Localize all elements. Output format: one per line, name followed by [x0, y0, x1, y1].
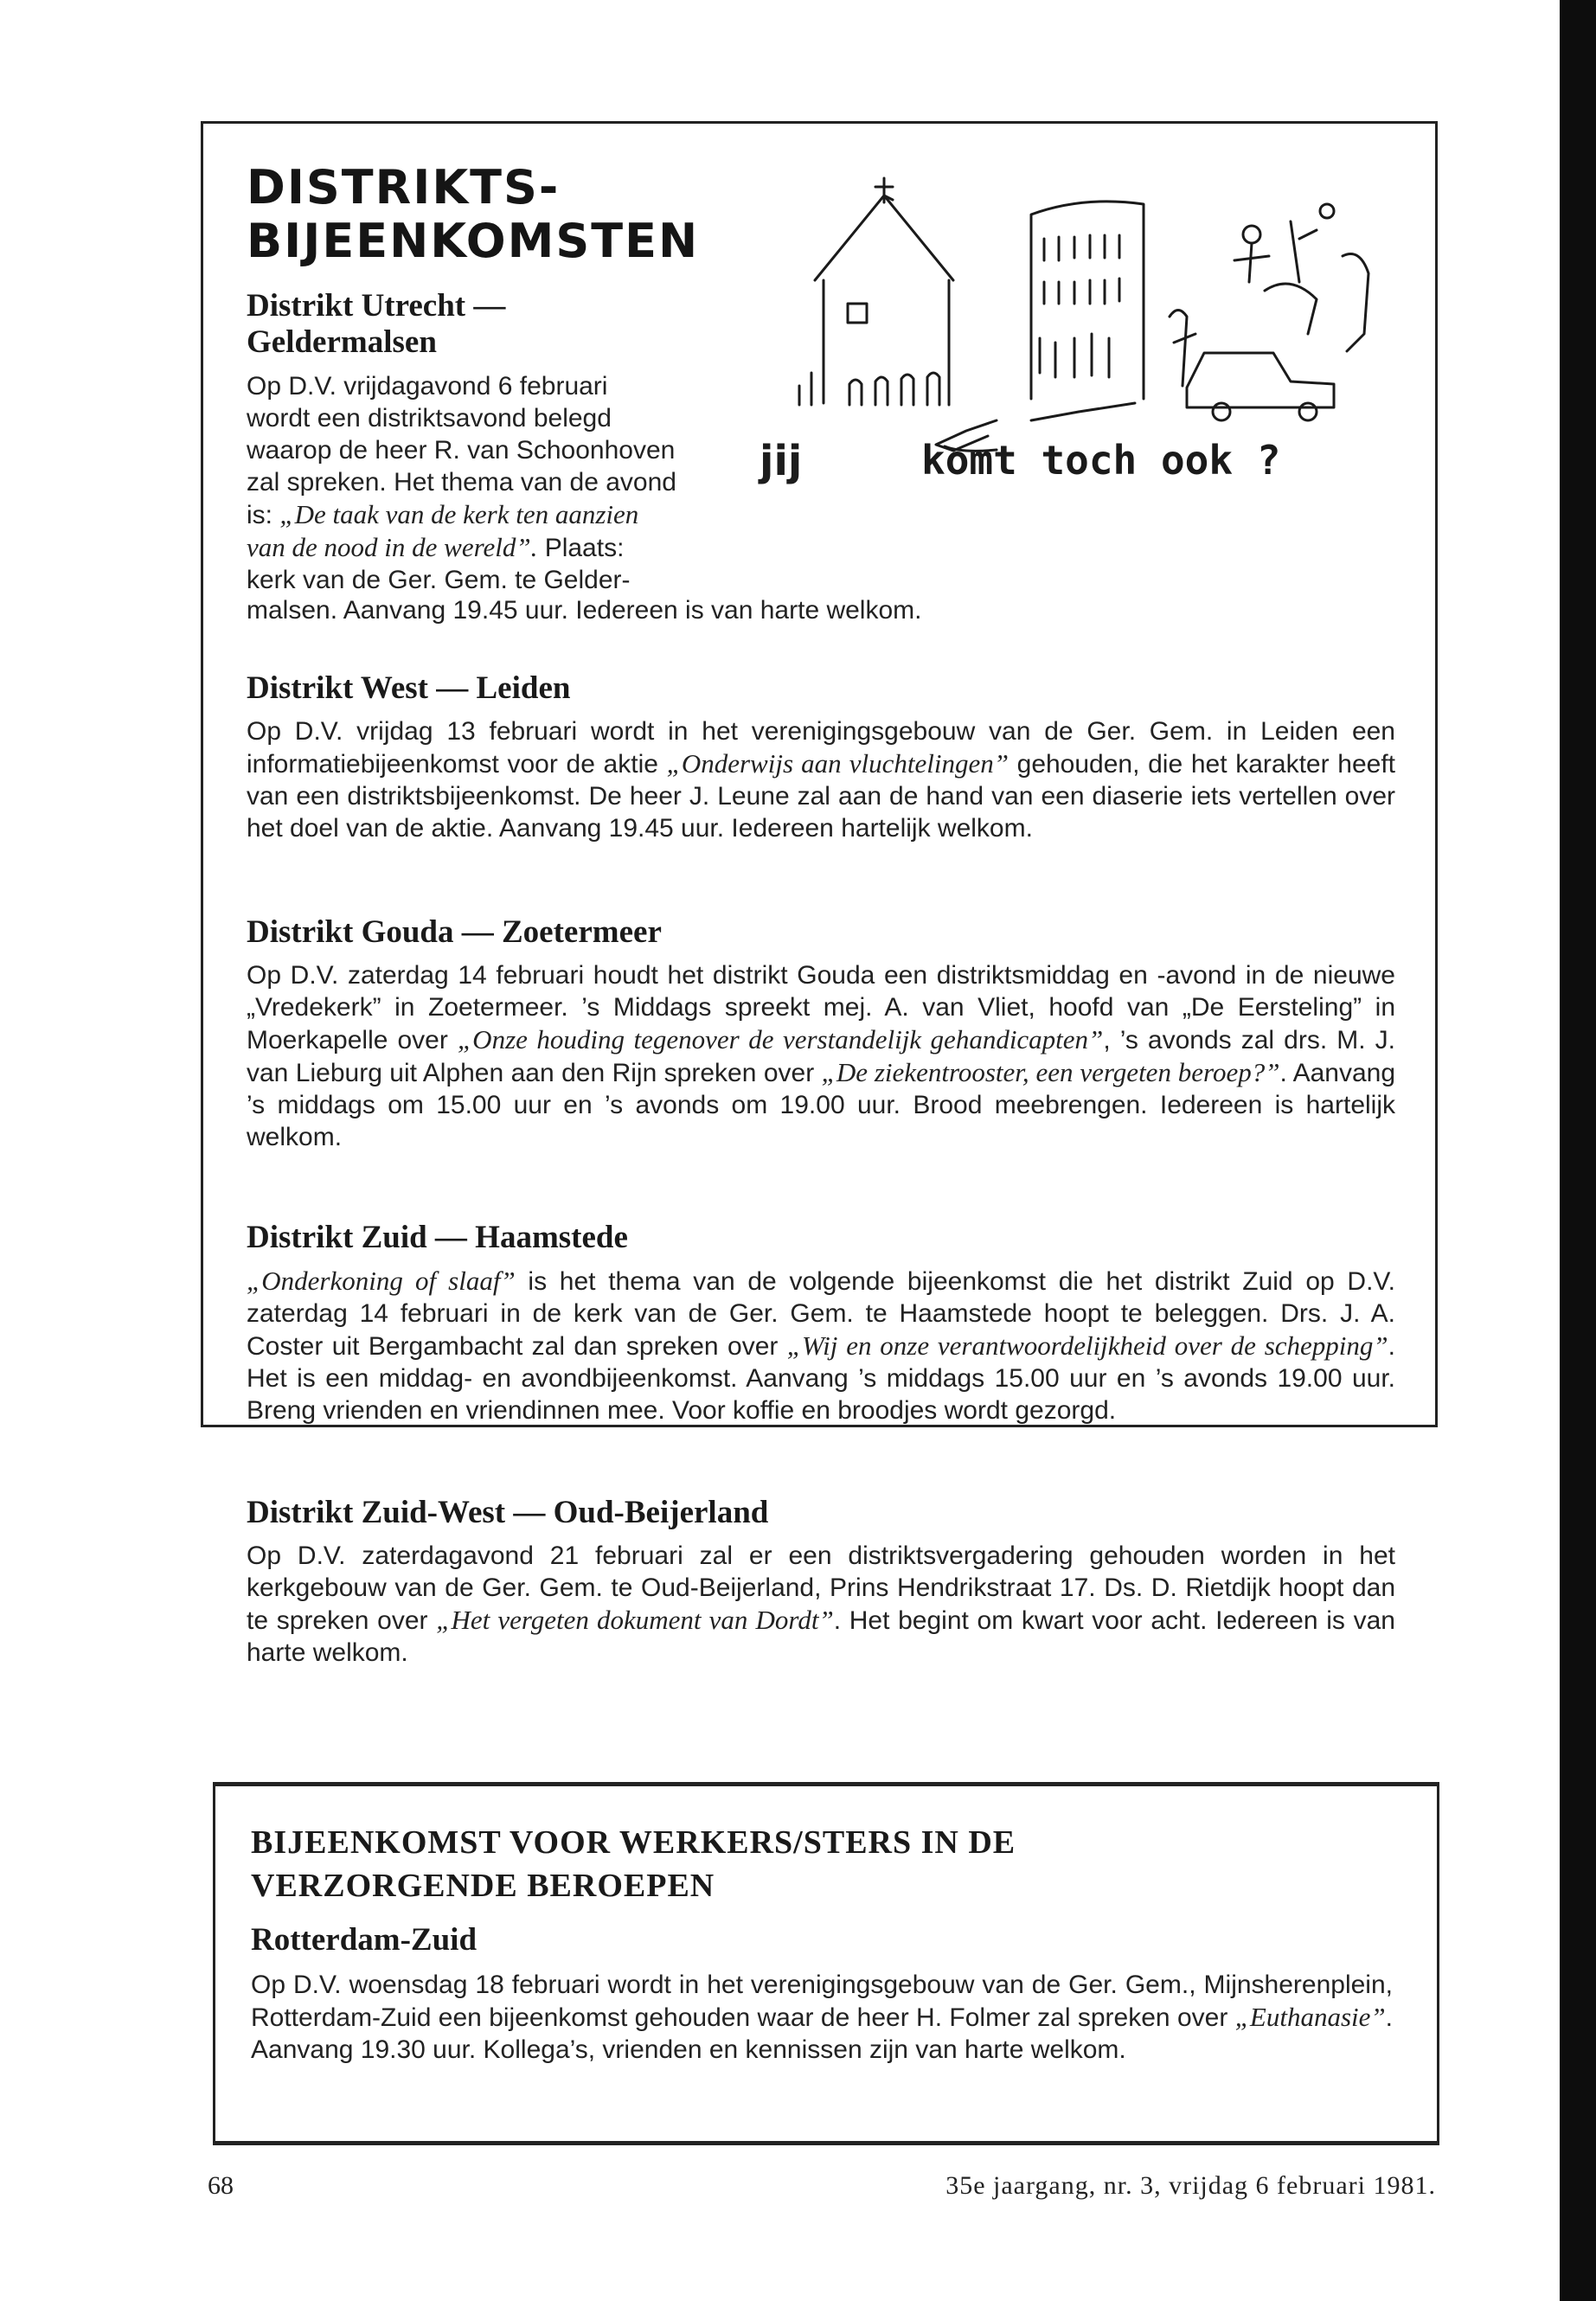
gouda-text: Op D.V. zaterdag 14 februari houdt het distrikt Gouda een distriktsmiddag en -avond in de nieuwe „Vredekerk” in Zoetermeer. ’s Middags spreekt mej. A. van Vliet, hoofd van „De Eersteling” in Moerkapelle over	[247, 961, 1395, 1054]
rotterdam-text: . Aanvang 19.30 uur. Kollega’s, vrienden en kennissen zijn van harte welkom.	[251, 2003, 1393, 2064]
zuid-theme-italic: „Onderkoning of slaaf”	[247, 1266, 516, 1296]
issue-line: 35e jaargang, nr. 3, vrijdag 6 februari 1981.	[945, 2171, 1436, 2200]
gouda-heading: Distrikt Gouda — Zoetermeer	[247, 914, 662, 950]
werkers-title-line2: VERZORGENDE BEROEPEN	[251, 1868, 715, 1904]
leiden-heading: Distrikt West — Leiden	[247, 670, 571, 706]
main-title-line1: DISTRIKTS-	[247, 160, 561, 215]
utrecht-line	[247, 531, 783, 564]
zuidwest-text: . Het begint om kwart voor acht. Iedereen is van harte welkom.	[247, 1606, 1395, 1667]
zuid-text: is het thema van de volgende bijeenkomst die het distrikt Zuid op D.V. zaterdag 14 februari in de kerk van de Ger. Gem. te Haamstede hoopt te beleggen. Drs. J. A. Coster uit Bergambacht zal dan spreken over	[247, 1267, 1395, 1361]
zuidwest-paragraph	[247, 1540, 1395, 1669]
gouda-paragraph	[247, 959, 1395, 1153]
komt-toch-ook-caption: komt toch ook ?	[921, 437, 1281, 484]
utrecht-line: wordt een distriktsavond belegd	[247, 404, 612, 433]
rotterdam-paragraph	[251, 1969, 1393, 2066]
zuid-heading: Distrikt Zuid — Haamstede	[247, 1220, 628, 1255]
rotterdam-text: Op D.V. woensdag 18 februari wordt in het verenigingsgebouw van de Ger. Gem., Mijnsherenplein, Rotterdam-Zuid een bijeenkomst gehouden waar de heer H. Folmer zal spreken over	[251, 1971, 1393, 2032]
utrecht-theme-italic: van de nood in de wereld”.	[247, 532, 538, 562]
utrecht-line	[247, 498, 783, 531]
utrecht-line-text: is:	[247, 501, 280, 529]
werkers-title-line1: BIJEENKOMST VOOR WERKERS/STERS IN DE	[251, 1824, 1016, 1861]
zuidwest-heading: Distrikt Zuid-West — Oud-Beijerland	[247, 1495, 769, 1530]
zuidwest-text: Op D.V. zaterdagavond 21 februari zal er een distriktsvergadering gehouden worden in het kerkgebouw van de Ger. Gem. te Oud-Beijerland, Prins Hendrikstraat 17. Ds. D. Rietdijk hoopt dan te spreken over	[247, 1541, 1395, 1635]
church-city-illustration	[737, 161, 1386, 455]
utrecht-heading-line1: Distrikt Utrecht —	[247, 288, 506, 324]
utrecht-line: Op D.V. vrijdagavond 6 februari	[247, 372, 608, 401]
gouda-theme-italic: „Onze houding tegenover de verstandelijk gehandicapten”	[457, 1024, 1104, 1054]
leiden-text: gehouden, die het karakter heeft van een distriktsbijeenkomst. De heer J. Leune zal aan de hand van een diaserie iets vertellen over het doel van de aktie. Aanvang 19.45 uur. Iedereen hartelijk welkom.	[247, 750, 1395, 843]
utrecht-heading-line2: Geldermalsen	[247, 324, 437, 360]
page-number: 68	[208, 2171, 234, 2200]
main-title-line2: BIJEENKOMSTEN	[247, 214, 700, 268]
leiden-text: Op D.V. vrijdag 13 februari wordt in het verenigingsgebouw van de Ger. Gem. in Leiden een informatiebijeenkomst voor de aktie	[247, 717, 1395, 779]
zuidwest-theme-italic: „Het vergeten dokument van Dordt”	[436, 1605, 834, 1635]
gouda-theme-italic: „De ziekentrooster, een vergeten beroep?”	[821, 1057, 1280, 1087]
leiden-paragraph	[247, 715, 1395, 844]
utrecht-paragraph	[247, 370, 783, 596]
leiden-aktie-italic: „Onderwijs aan vluchtelingen”	[666, 748, 1009, 779]
utrecht-theme-italic: „De taak van de kerk ten aanzien	[279, 499, 639, 529]
rotterdam-heading: Rotterdam-Zuid	[251, 1922, 478, 1958]
utrecht-line: kerk van de Ger. Gem. te Gelder-	[247, 566, 631, 594]
gouda-text: . Aanvang ’s middags om 15.00 uur en ’s avonds om 19.00 uur. Brood meebrengen. Iedereen is hartelijk welkom.	[247, 1059, 1396, 1151]
zuid-theme-italic: „Wij en onze verantwoordelijkheid over de schepping”	[786, 1330, 1388, 1361]
rotterdam-theme-italic: „Euthanasie”	[1234, 2002, 1386, 2032]
scan-edge-bar	[1560, 0, 1596, 2301]
gouda-text: , ’s avonds zal drs. M. J. van Lieburg uit Alphen aan den Rijn spreken over	[247, 1026, 1395, 1087]
utrecht-line: zal spreken. Het thema van de avond	[247, 468, 676, 497]
jij-word: jij	[760, 437, 803, 485]
utrecht-line: waarop de heer R. van Schoonhoven	[247, 436, 676, 465]
zuid-paragraph	[247, 1265, 1395, 1426]
utrecht-last-line: malsen. Aanvang 19.45 uur. Iedereen is van harte welkom.	[247, 596, 922, 625]
utrecht-line-text: Plaats:	[537, 534, 625, 562]
zuid-text: . Het is een middag- en avondbijeenkomst. Aanvang ’s middags 15.00 uur en ’s avonds 19.00 uur. Breng vrienden en vriendinnen mee. Voor koffie en broodjes wordt gezorgd.	[247, 1332, 1395, 1425]
